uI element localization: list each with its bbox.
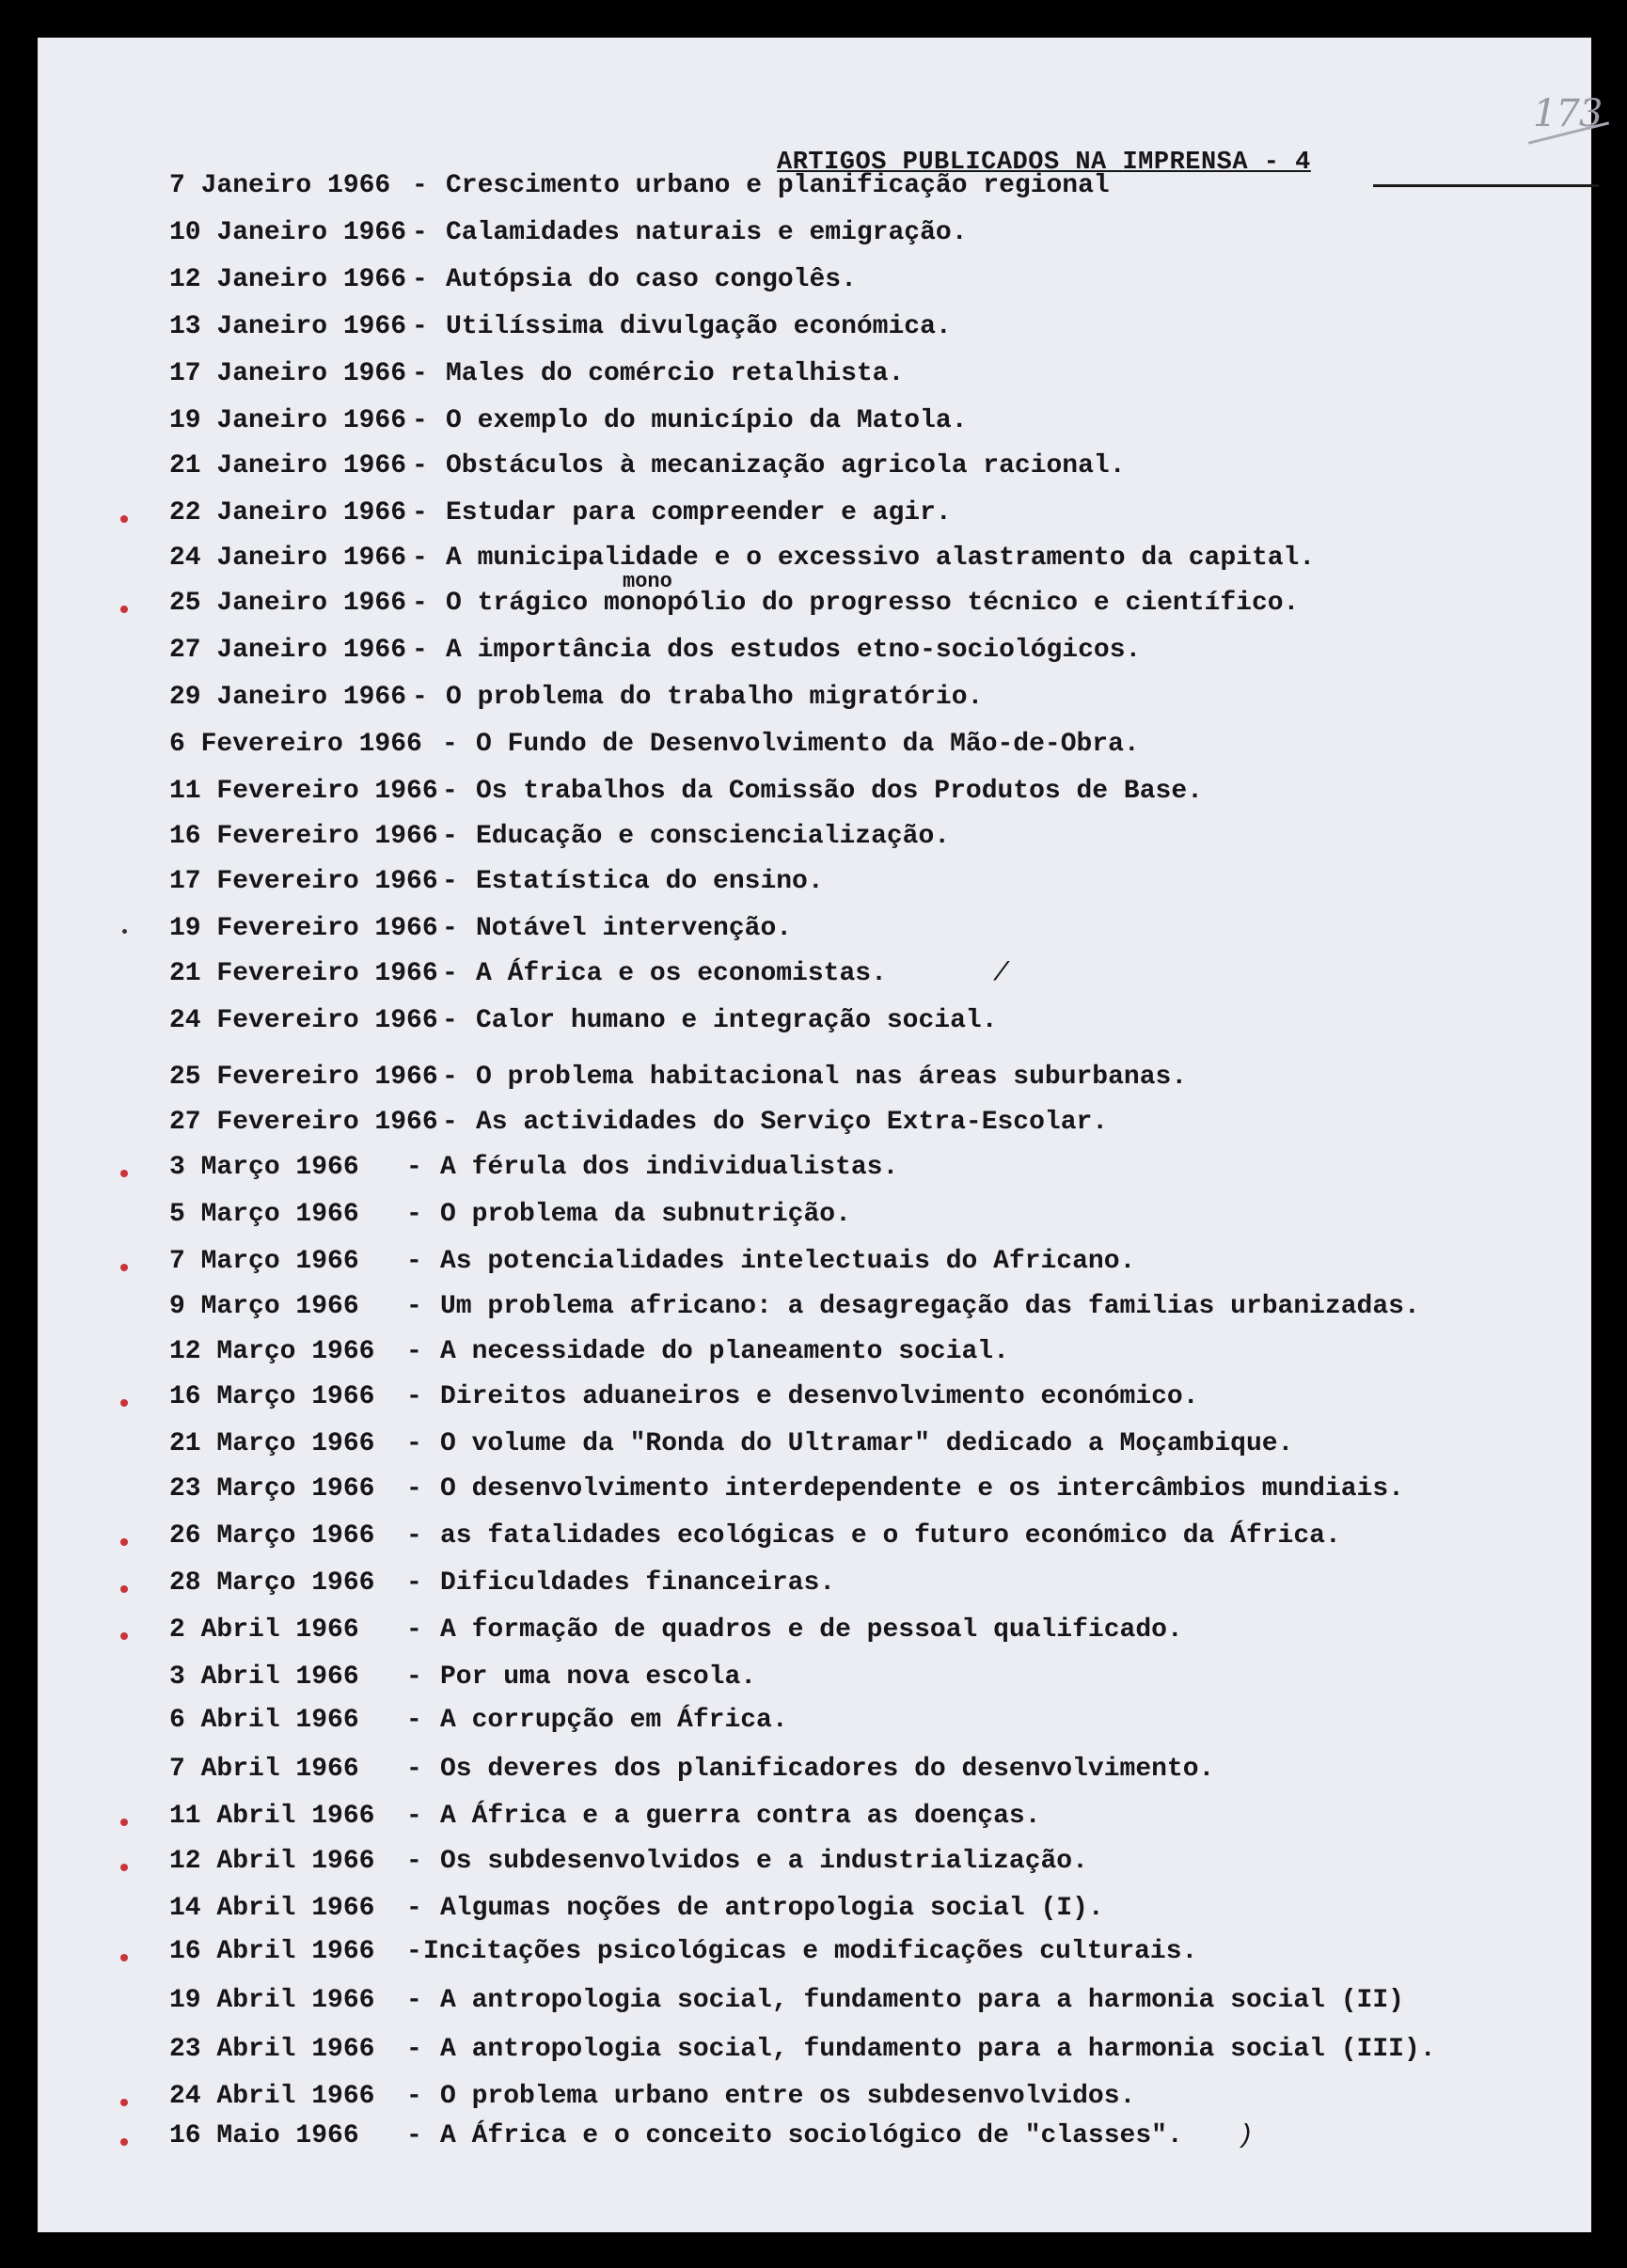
entry-date: 9 Março 1966 <box>169 1292 359 1321</box>
entry-date: 28 Março 1966 <box>169 1568 375 1598</box>
entry-date: 23 Março 1966 <box>169 1474 375 1504</box>
entry-title: A África e o conceito sociológico de "classes". <box>440 2121 1183 2150</box>
entry-separator: - <box>406 1292 422 1321</box>
list-item <box>38 1615 1591 1653</box>
entry-title: O problema urbano entre os subdesenvolvidos. <box>440 2082 1136 2111</box>
entry-title: Estatística do ensino. <box>476 867 824 896</box>
entry-separator: - <box>442 822 458 851</box>
list-item <box>38 777 1591 814</box>
entry-date: 7 Abril 1966 <box>169 1755 359 1784</box>
entry-separator: - <box>406 1615 422 1645</box>
document-page <box>38 38 1603 2232</box>
red-tick-mark <box>120 1264 128 1271</box>
entry-title: Por uma nova escola. <box>440 1662 757 1692</box>
entry-date: 16 Abril 1966 <box>169 1937 375 1966</box>
entry-separator: - <box>406 1662 422 1692</box>
list-item <box>38 312 1591 350</box>
list-item <box>38 1108 1591 1145</box>
entry-date: 19 Abril 1966 <box>169 1986 375 2015</box>
entry-date: 14 Abril 1966 <box>169 1894 375 1923</box>
list-item <box>38 1474 1591 1512</box>
list-item <box>38 683 1591 720</box>
entry-date: 17 Fevereiro 1966 <box>169 867 438 896</box>
entry-date: 21 Março 1966 <box>169 1429 375 1458</box>
list-item <box>38 1382 1591 1420</box>
entry-date: 10 Janeiro 1966 <box>169 218 407 247</box>
entry-separator: - <box>406 1474 422 1504</box>
entry-date: 3 Abril 1966 <box>169 1662 359 1692</box>
entry-date: 11 Fevereiro 1966 <box>169 777 438 806</box>
list-item <box>38 1706 1591 1743</box>
entry-title: A importância dos estudos etno-sociológicos. <box>446 636 1142 665</box>
entry-title: Educação e consciencialização. <box>476 822 951 851</box>
list-item <box>38 1063 1591 1100</box>
red-tick-mark <box>120 1585 128 1593</box>
entry-separator: - <box>412 589 428 618</box>
list-item <box>38 1337 1591 1375</box>
list-item <box>38 1986 1591 2024</box>
entry-date: 6 Fevereiro 1966 <box>169 730 422 759</box>
entry-date: 24 Janeiro 1966 <box>169 543 407 573</box>
entry-separator: - <box>412 406 428 435</box>
list-item <box>38 914 1591 952</box>
entry-separator: - <box>406 1247 422 1276</box>
entry-title: A África e a guerra contra as doenças. <box>440 1802 1041 1831</box>
entry-title: Algumas noções de antropologia social (I). <box>440 1894 1104 1923</box>
entry-separator: - <box>406 1802 422 1831</box>
list-item <box>38 570 1591 626</box>
entry-separator: - <box>442 730 458 759</box>
entry-title: O desenvolvimento interdependente e os intercâmbios mundiais. <box>440 1474 1404 1504</box>
entry-title: Incitações psicológicas e modificações culturais. <box>423 1937 1198 1966</box>
entry-date: 29 Janeiro 1966 <box>169 683 407 712</box>
entry-separator: - <box>406 1894 422 1923</box>
red-tick-mark <box>120 2099 128 2106</box>
list-item <box>38 822 1591 859</box>
entry-separator: - <box>412 171 428 200</box>
entry-date: 7 Março 1966 <box>169 1247 359 1276</box>
red-tick-mark <box>120 1170 128 1177</box>
entry-title: A antropologia social, fundamento para a harmonia social (III). <box>440 2035 1436 2064</box>
entry-date: 16 Maio 1966 <box>169 2121 359 2150</box>
entry-title: A África e os economistas. <box>476 959 887 988</box>
entry-separator: - <box>406 1382 422 1411</box>
entry-date: 25 Fevereiro 1966 <box>169 1063 438 1092</box>
entry-date: 12 Janeiro 1966 <box>169 265 407 294</box>
entry-title: Calor humano e integração social. <box>476 1006 998 1035</box>
entry-title: O problema habitacional nas áreas suburbanas. <box>476 1063 1188 1092</box>
entry-title: As actividades do Serviço Extra-Escolar. <box>476 1108 1109 1137</box>
list-item <box>38 867 1591 905</box>
entry-title: Estudar para compreender e agir. <box>446 498 952 528</box>
entry-separator: - <box>406 1337 422 1366</box>
entry-date: 13 Janeiro 1966 <box>169 312 407 341</box>
entry-title: A férula dos individualistas. <box>440 1153 899 1182</box>
pencil-mark: / <box>993 959 1009 988</box>
entry-title: O problema da subnutrição. <box>440 1200 851 1229</box>
list-item <box>38 406 1591 444</box>
entry-date: 5 Março 1966 <box>169 1200 359 1229</box>
list-item <box>38 1568 1591 1606</box>
entry-separator: - <box>406 1755 422 1784</box>
red-tick-mark <box>120 1538 128 1546</box>
pencil-mark: ) <box>1238 2121 1254 2150</box>
entry-date: 2 Abril 1966 <box>169 1615 359 1645</box>
list-item <box>38 636 1591 673</box>
entry-date: 12 Abril 1966 <box>169 1847 375 1876</box>
entry-date: 27 Fevereiro 1966 <box>169 1108 438 1137</box>
entry-separator: - <box>412 265 428 294</box>
list-item <box>38 1006 1591 1044</box>
entry-title: Obstáculos à mecanização agricola racional. <box>446 451 1126 480</box>
interlinear-correction: mono <box>623 570 672 593</box>
entry-title: Calamidades naturais e emigração. <box>446 218 968 247</box>
red-tick-mark <box>120 2138 128 2146</box>
list-item <box>38 1937 1591 1975</box>
entry-date: 23 Abril 1966 <box>169 2035 375 2064</box>
list-item <box>38 1847 1591 1884</box>
entry-separator: - <box>442 867 458 896</box>
list-item <box>38 359 1591 397</box>
entry-separator: - <box>412 312 428 341</box>
entry-title: Autópsia do caso congolês. <box>446 265 857 294</box>
entry-separator: - <box>412 218 428 247</box>
list-item <box>38 1521 1591 1559</box>
entry-date: 12 Março 1966 <box>169 1337 375 1366</box>
entry-separator: - <box>412 451 428 480</box>
list-item <box>38 2082 1591 2119</box>
entry-separator: - <box>412 359 428 388</box>
entry-title: Direitos aduaneiros e desenvolvimento económico. <box>440 1382 1199 1411</box>
page-header: ARTIGOS PUBLICADOS NA IMPRENSA - 4 <box>777 149 1311 177</box>
entry-title: O volume da "Ronda do Ultramar" dedicado a Moçambique. <box>440 1429 1294 1458</box>
red-tick-mark <box>120 515 128 523</box>
entry-title: As potencialidades intelectuais do Africano. <box>440 1247 1136 1276</box>
entry-date: 16 Março 1966 <box>169 1382 375 1411</box>
entry-title: A formação de quadros e de pessoal qualificado. <box>440 1615 1183 1645</box>
entry-date: 6 Abril 1966 <box>169 1706 359 1735</box>
entry-date: 19 Fevereiro 1966 <box>169 914 438 943</box>
entry-separator: - <box>406 1521 422 1551</box>
list-item <box>38 1429 1591 1467</box>
list-item <box>38 171 1591 209</box>
entry-date: 16 Fevereiro 1966 <box>169 822 438 851</box>
entry-date: 24 Fevereiro 1966 <box>169 1006 438 1035</box>
entry-title: Dificuldades financeiras. <box>440 1568 836 1598</box>
red-tick-mark <box>120 1632 128 1640</box>
list-item <box>38 1894 1591 1931</box>
list-item <box>38 959 1591 997</box>
red-tick-mark <box>120 1864 128 1871</box>
entry-separator: - <box>442 1006 458 1035</box>
entry-separator: - <box>412 543 428 573</box>
entry-title: Os deveres dos planificadores do desenvolvimento. <box>440 1755 1215 1784</box>
list-item <box>38 1247 1591 1284</box>
list-item <box>38 498 1591 536</box>
list-item <box>38 265 1591 303</box>
list-item <box>38 1802 1591 1839</box>
entry-title: Notável intervenção. <box>476 914 793 943</box>
list-item <box>38 1755 1591 1792</box>
entry-date: 21 Janeiro 1966 <box>169 451 407 480</box>
entry-title: A corrupção em África. <box>440 1706 788 1735</box>
entry-separator: - <box>442 1063 458 1092</box>
entry-title: Os subdesenvolvidos e a industrialização. <box>440 1847 1088 1876</box>
entry-date: 24 Abril 1966 <box>169 2082 375 2111</box>
entry-title: Crescimento urbano e planificação regional <box>446 171 1110 200</box>
list-item <box>38 1662 1591 1700</box>
list-item <box>38 730 1591 767</box>
entry-title: A antropologia social, fundamento para a harmonia social (II) <box>440 1986 1404 2015</box>
red-tick-mark <box>120 1399 128 1407</box>
entry-separator: - <box>442 777 458 806</box>
pencil-dot <box>122 929 127 934</box>
list-item <box>38 218 1591 256</box>
entry-date: 22 Janeiro 1966 <box>169 498 407 528</box>
list-item <box>38 1153 1591 1190</box>
entry-separator: - <box>406 1706 422 1735</box>
entry-separator: - <box>406 1568 422 1598</box>
entry-separator: - <box>442 914 458 943</box>
entry-separator: - <box>406 1847 422 1876</box>
entry-date: 21 Fevereiro 1966 <box>169 959 438 988</box>
list-item <box>38 2121 1591 2159</box>
entry-separator: - <box>406 2082 422 2111</box>
list-item <box>38 1200 1591 1237</box>
red-tick-mark <box>120 1819 128 1826</box>
list-item <box>38 2035 1591 2072</box>
entry-separator: - <box>412 636 428 665</box>
entry-separator: - <box>442 1108 458 1137</box>
entry-separator: - <box>442 959 458 988</box>
entry-title: O trágico monopólio do progresso técnico e científico. <box>446 589 1300 618</box>
entry-separator: - <box>406 1429 422 1458</box>
folio-number: 173 <box>1533 92 1603 135</box>
entry-date: 3 Março 1966 <box>169 1153 359 1182</box>
entry-title: Utilíssima divulgação económica. <box>446 312 952 341</box>
entry-title: O exemplo do município da Matola. <box>446 406 968 435</box>
entry-date: 25 Janeiro 1966 <box>169 589 407 618</box>
entry-separator: - <box>412 498 428 528</box>
entry-date: 17 Janeiro 1966 <box>169 359 407 388</box>
entry-date: 27 Janeiro 1966 <box>169 636 407 665</box>
entry-separator: - <box>406 1200 422 1229</box>
entry-title: O Fundo de Desenvolvimento da Mão-de-Obra. <box>476 730 1140 759</box>
entry-title: A municipalidade e o excessivo alastramento da capital. <box>446 543 1316 573</box>
entry-title: Males do comércio retalhista. <box>446 359 905 388</box>
entry-title: O problema do trabalho migratório. <box>446 683 984 712</box>
entry-separator: - <box>412 683 428 712</box>
entry-date: 7 Janeiro 1966 <box>169 171 391 200</box>
entry-separator: - <box>406 1986 422 2015</box>
entry-title: Um problema africano: a desagregação das familias urbanizadas. <box>440 1292 1420 1321</box>
entry-title: Os trabalhos da Comissão dos Produtos de Base. <box>476 777 1203 806</box>
entry-title: as fatalidades ecológicas e o futuro económico da África. <box>440 1521 1341 1551</box>
red-tick-mark <box>120 606 128 613</box>
list-item <box>38 1292 1591 1330</box>
entry-title: A necessidade do planeamento social. <box>440 1337 1009 1366</box>
red-tick-mark <box>120 1954 128 1961</box>
list-item <box>38 543 1591 581</box>
entry-date: 26 Março 1966 <box>169 1521 375 1551</box>
entry-date: 11 Abril 1966 <box>169 1802 375 1831</box>
entry-separator: - <box>406 1153 422 1182</box>
entry-separator: - <box>406 2121 422 2150</box>
list-item <box>38 451 1591 489</box>
entry-separator: - <box>406 1937 422 1966</box>
entry-date: 19 Janeiro 1966 <box>169 406 407 435</box>
entry-separator: - <box>406 2035 422 2064</box>
